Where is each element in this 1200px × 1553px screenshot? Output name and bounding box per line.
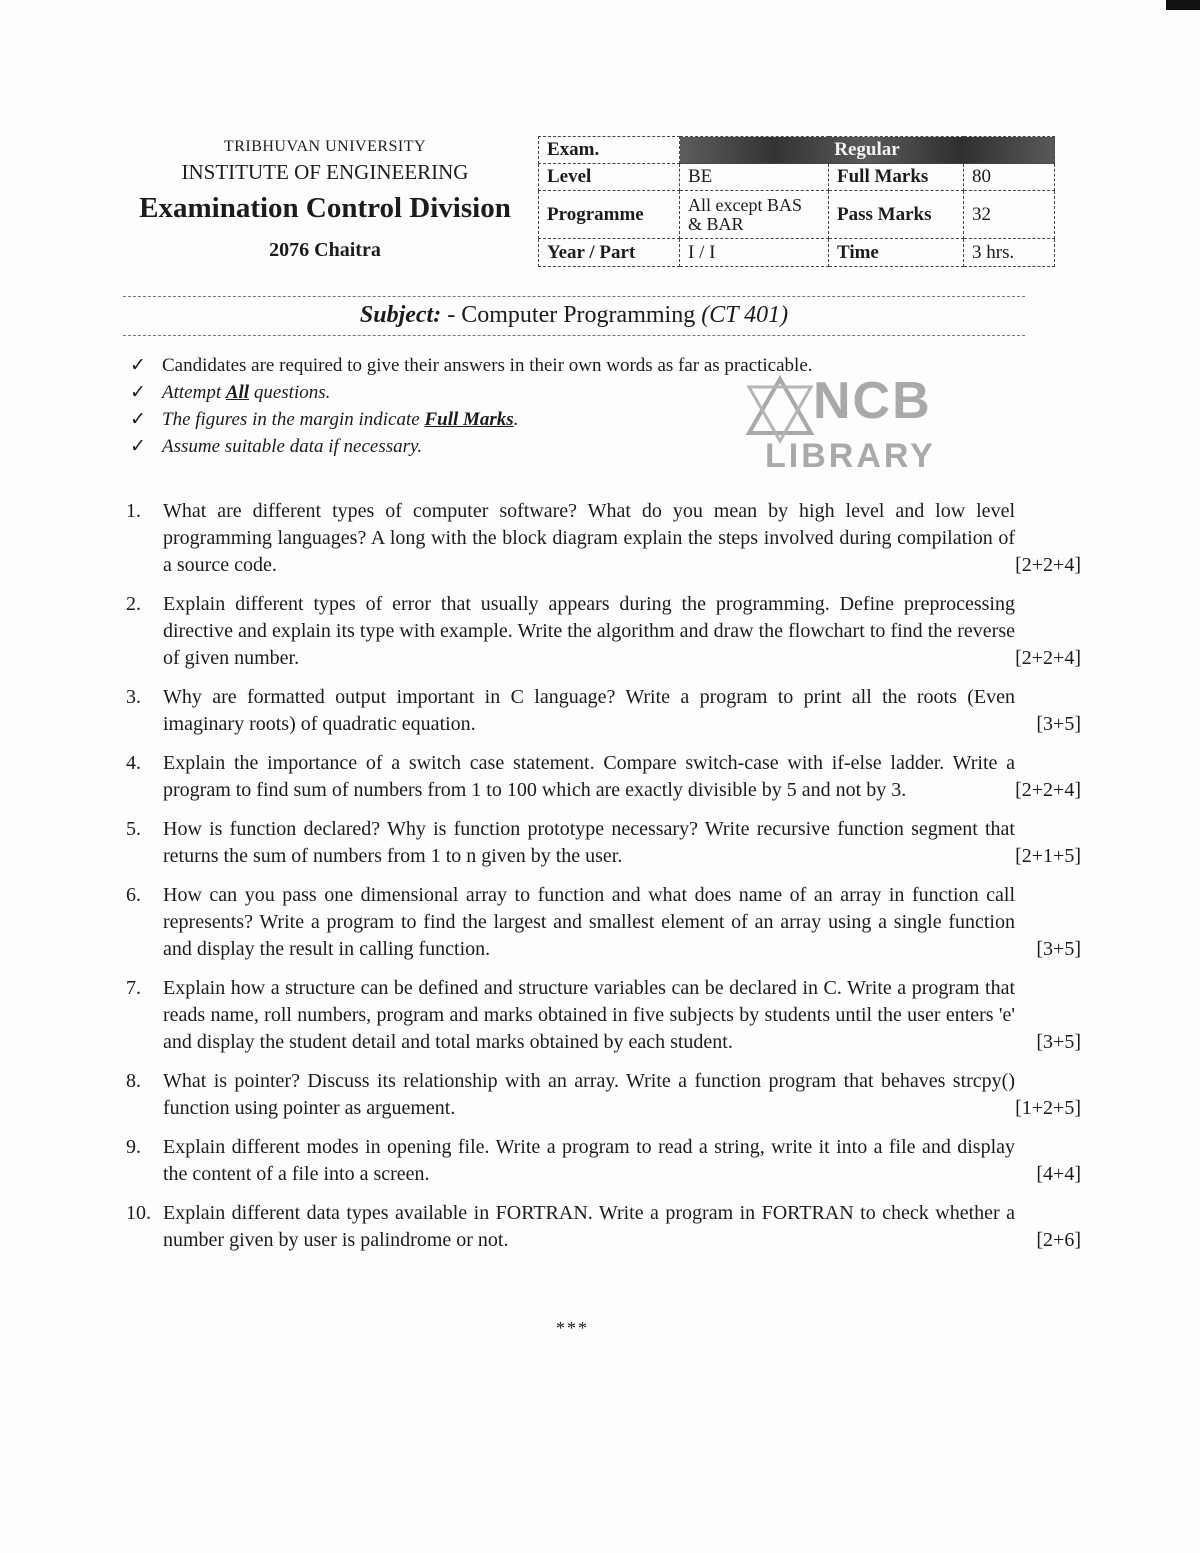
question-text: Explain different modes in opening file. Write a program to read a string, write it into a file and display the content of a file into a screen. [163, 1136, 1015, 1185]
instruction-item [130, 406, 813, 433]
time-value: 3 hrs. [964, 239, 1055, 267]
programme-label: Programme [539, 191, 680, 239]
question-number: 3. [126, 686, 141, 708]
question-text: Explain different data types available in FORTRAN. Write a program in FORTRAN to check whether a number given by user is palindrome or not. [163, 1202, 1015, 1251]
question-number: 5. [126, 818, 141, 840]
end-marker: *** [556, 1318, 589, 1338]
instruction-text [162, 382, 330, 403]
question-item [126, 498, 1081, 579]
divider-top [123, 296, 1025, 297]
question-number: 1. [126, 500, 141, 522]
full-marks-label: Full Marks [829, 164, 964, 191]
question-text: How can you pass one dimensional array to function and what does name of an array in function call represents? Write a program to find the largest and smallest element of an array using a single function and display the result in calling function. [163, 884, 1015, 960]
exam-label: Exam. [539, 137, 680, 164]
question-number: 7. [126, 977, 141, 999]
check-icon: ✓ [130, 409, 146, 430]
question-item [126, 591, 1081, 672]
question-item [126, 750, 1081, 804]
programme-value-line1: All except BAS [688, 194, 802, 215]
exam-type-value: Regular [680, 137, 1055, 164]
instruction-item [130, 379, 813, 406]
level-value: BE [680, 164, 829, 191]
question-text: What is pointer? Discuss its relationship with an array. Write a function program that behaves strcpy() function using pointer as arguement. [163, 1070, 1015, 1119]
instruction-text: Candidates are required to give their answers in their own words as far as practicable. [162, 355, 813, 376]
instructions-list [130, 352, 813, 460]
question-marks: [4+4] [1036, 1163, 1081, 1185]
pass-marks-label: Pass Marks [829, 191, 964, 239]
watermark-library: LIBRARY [765, 437, 936, 475]
instruction-text-part: questions. [249, 382, 331, 403]
question-number: 10. [126, 1202, 151, 1224]
question-number: 9. [126, 1136, 141, 1158]
subject-separator: - [441, 302, 462, 328]
question-item [126, 882, 1081, 963]
library-logo-icon [745, 375, 815, 445]
instruction-emphasis: All [225, 382, 250, 403]
question-item [126, 1200, 1081, 1254]
question-text: Why are formatted output important in C language? Write a program to print all the roots (Even imaginary roots) of quadratic equation. [163, 686, 1015, 735]
question-text: Explain how a structure can be defined and structure variables can be declared in C. Write a program that reads name, roll numbers, program and marks obtained in five subjects by students until the user enters 'e' and display the student detail and total marks obtained by each student. [163, 977, 1015, 1053]
question-marks: [2+2+4] [1015, 554, 1081, 576]
question-item [126, 816, 1081, 870]
watermark-ncb: NCB [813, 372, 932, 430]
time-label: Time [829, 239, 964, 267]
question-number: 4. [126, 752, 141, 774]
question-number: 2. [126, 593, 141, 615]
library-watermark [745, 372, 955, 475]
subject-name: Computer Programming [461, 302, 696, 328]
instruction-text-part: The figures in the margin indicate [162, 409, 425, 430]
question-item [126, 684, 1081, 738]
university-name: TRIBHUVAN UNIVERSITY [223, 138, 427, 155]
year-part-value: I / I [680, 239, 829, 267]
instruction-item [130, 352, 813, 379]
check-icon: ✓ [130, 355, 146, 376]
year-part-label: Year / Part [539, 239, 680, 267]
question-marks: [3+5] [1036, 1031, 1081, 1053]
institute-name: INSTITUTE OF ENGINEERING [181, 160, 469, 184]
question-marks: [3+5] [1036, 938, 1081, 960]
question-marks: [2+6] [1036, 1229, 1081, 1251]
subject-line [123, 302, 1025, 329]
scan-corner-mark [1166, 0, 1200, 10]
programme-value-line2: & BAR [688, 213, 744, 234]
question-item [126, 1134, 1081, 1188]
division-name: Examination Control Division [139, 192, 511, 224]
question-text: Explain the importance of a switch case statement. Compare switch-case with if-else ladder. Write a program to find sum of numbers from 1 to 100 which are exactly divisible by 5 and not by 3. [163, 752, 1015, 801]
question-number: 6. [126, 884, 141, 906]
check-icon: ✓ [130, 382, 146, 403]
instruction-text [162, 409, 518, 430]
question-number: 8. [126, 1070, 141, 1092]
check-icon: ✓ [130, 436, 146, 457]
pass-marks-value: 32 [964, 191, 1055, 239]
question-item [126, 975, 1081, 1056]
instruction-text-part: . [513, 409, 519, 430]
divider-bottom [123, 335, 1025, 336]
question-list [126, 498, 1081, 1266]
instruction-item [130, 433, 813, 460]
instruction-text-part: Attempt [162, 382, 226, 403]
level-label: Level [539, 164, 680, 191]
subject-label: Subject: [359, 302, 442, 328]
exam-session: 2076 Chaitra [269, 239, 381, 261]
instruction-emphasis: Full Marks [424, 409, 514, 430]
question-text: How is function declared? Why is function prototype necessary? Write recursive function segment that returns the sum of numbers from 1 to n given by the user. [163, 818, 1015, 867]
question-marks: [2+2+4] [1015, 647, 1081, 669]
subject-code: (CT 401) [701, 302, 789, 328]
question-marks: [2+1+5] [1015, 845, 1081, 867]
question-marks: [3+5] [1036, 713, 1081, 735]
question-text: Explain different types of error that usually appears during the programming. Define preprocessing directive and explain its type with example. Write the algorithm and draw the flowchart to find the reverse of given number. [163, 593, 1015, 669]
exam-header [115, 138, 535, 262]
programme-value [680, 191, 829, 239]
instruction-text: Assume suitable data if necessary. [162, 436, 423, 457]
question-text: What are different types of computer software? What do you mean by high level and low level programming languages? A long with the block diagram explain the steps involved during compilation of a source code. [163, 500, 1015, 576]
question-marks: [1+2+5] [1015, 1097, 1081, 1119]
question-marks: [2+2+4] [1015, 779, 1081, 801]
question-item [126, 1068, 1081, 1122]
exam-info-table [538, 136, 1055, 267]
full-marks-value: 80 [964, 164, 1055, 191]
